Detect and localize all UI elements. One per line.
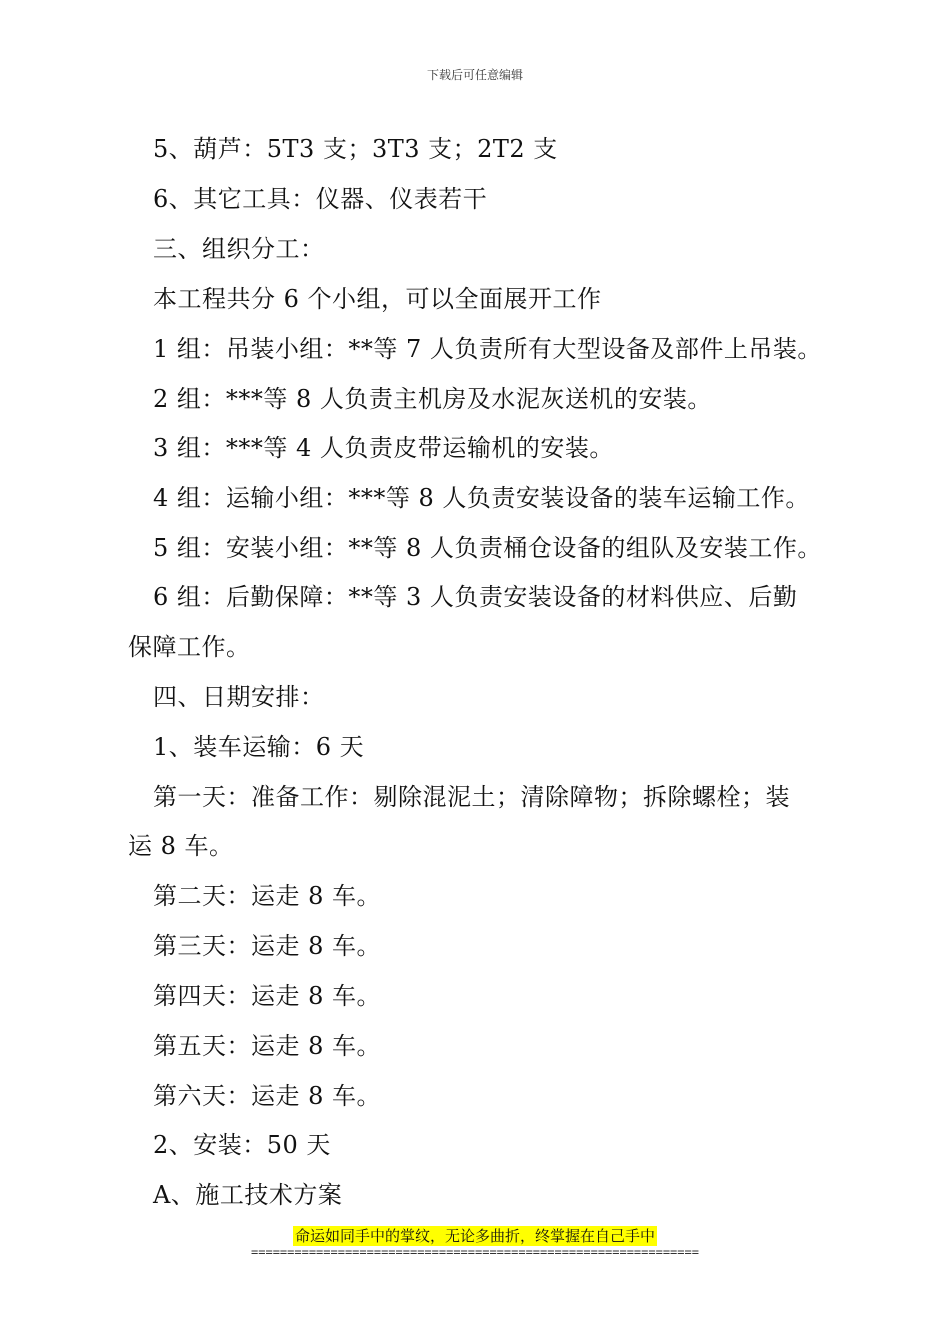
- paragraph-groups-intro: 本工程共分 6 个小组，可以全面展开工作: [153, 285, 602, 313]
- list-item-installation: 2、安装：50 天: [153, 1131, 331, 1159]
- page-footer: [0, 1226, 950, 1246]
- section-heading-schedule: 四、日期安排：: [153, 683, 325, 711]
- schedule-day-3: 第三天：运走 8 车。: [153, 932, 382, 960]
- list-item-group-3: 3 组：***等 4 人负责皮带运输机的安装。: [153, 434, 614, 462]
- schedule-day-1-continued: 运 8 车。: [128, 832, 234, 860]
- page-header: 下载后可任意编辑: [426, 68, 523, 82]
- list-item-other-tools: 6、其它工具：仪器、仪表若干: [153, 185, 488, 213]
- schedule-day-6: 第六天：运走 8 车。: [153, 1082, 382, 1110]
- footer-quote: 命运如同手中的掌纹，无论多曲折，终掌握在自己手中: [294, 1227, 655, 1245]
- list-item-group-5: 5 组：安装小组：**等 8 人负责桶仓设备的组队及安装工作。: [153, 534, 822, 562]
- footer-divider: ==============================================================: [251, 1245, 699, 1259]
- list-item-group-4: 4 组：运输小组：***等 8 人负责安装设备的装车运输工作。: [153, 484, 810, 512]
- schedule-day-1: 第一天：准备工作：剔除混泥土；清除障物；拆除螺栓；装: [153, 783, 790, 811]
- section-heading-organization: 三、组织分工：: [153, 235, 325, 263]
- list-item-group-2: 2 组：***等 8 人负责主机房及水泥灰送机的安装。: [153, 385, 712, 413]
- list-item-loading-transport: 1、装车运输：6 天: [153, 733, 365, 761]
- schedule-day-4: 第四天：运走 8 车。: [153, 982, 382, 1010]
- list-item-group-6-continued: 保障工作。: [128, 633, 251, 661]
- schedule-day-2: 第二天：运走 8 车。: [153, 882, 382, 910]
- list-item-group-6: 6 组：后勤保障：**等 3 人负责安装设备的材料供应、后勤: [153, 583, 798, 611]
- subsection-heading-technical-plan: A、施工技术方案: [153, 1181, 343, 1209]
- list-item-hoist: 5、葫芦：5T3 支；3T3 支；2T2 支: [153, 135, 558, 163]
- schedule-day-5: 第五天：运走 8 车。: [153, 1032, 382, 1060]
- list-item-group-1: 1 组：吊装小组：**等 7 人负责所有大型设备及部件上吊装。: [153, 335, 822, 363]
